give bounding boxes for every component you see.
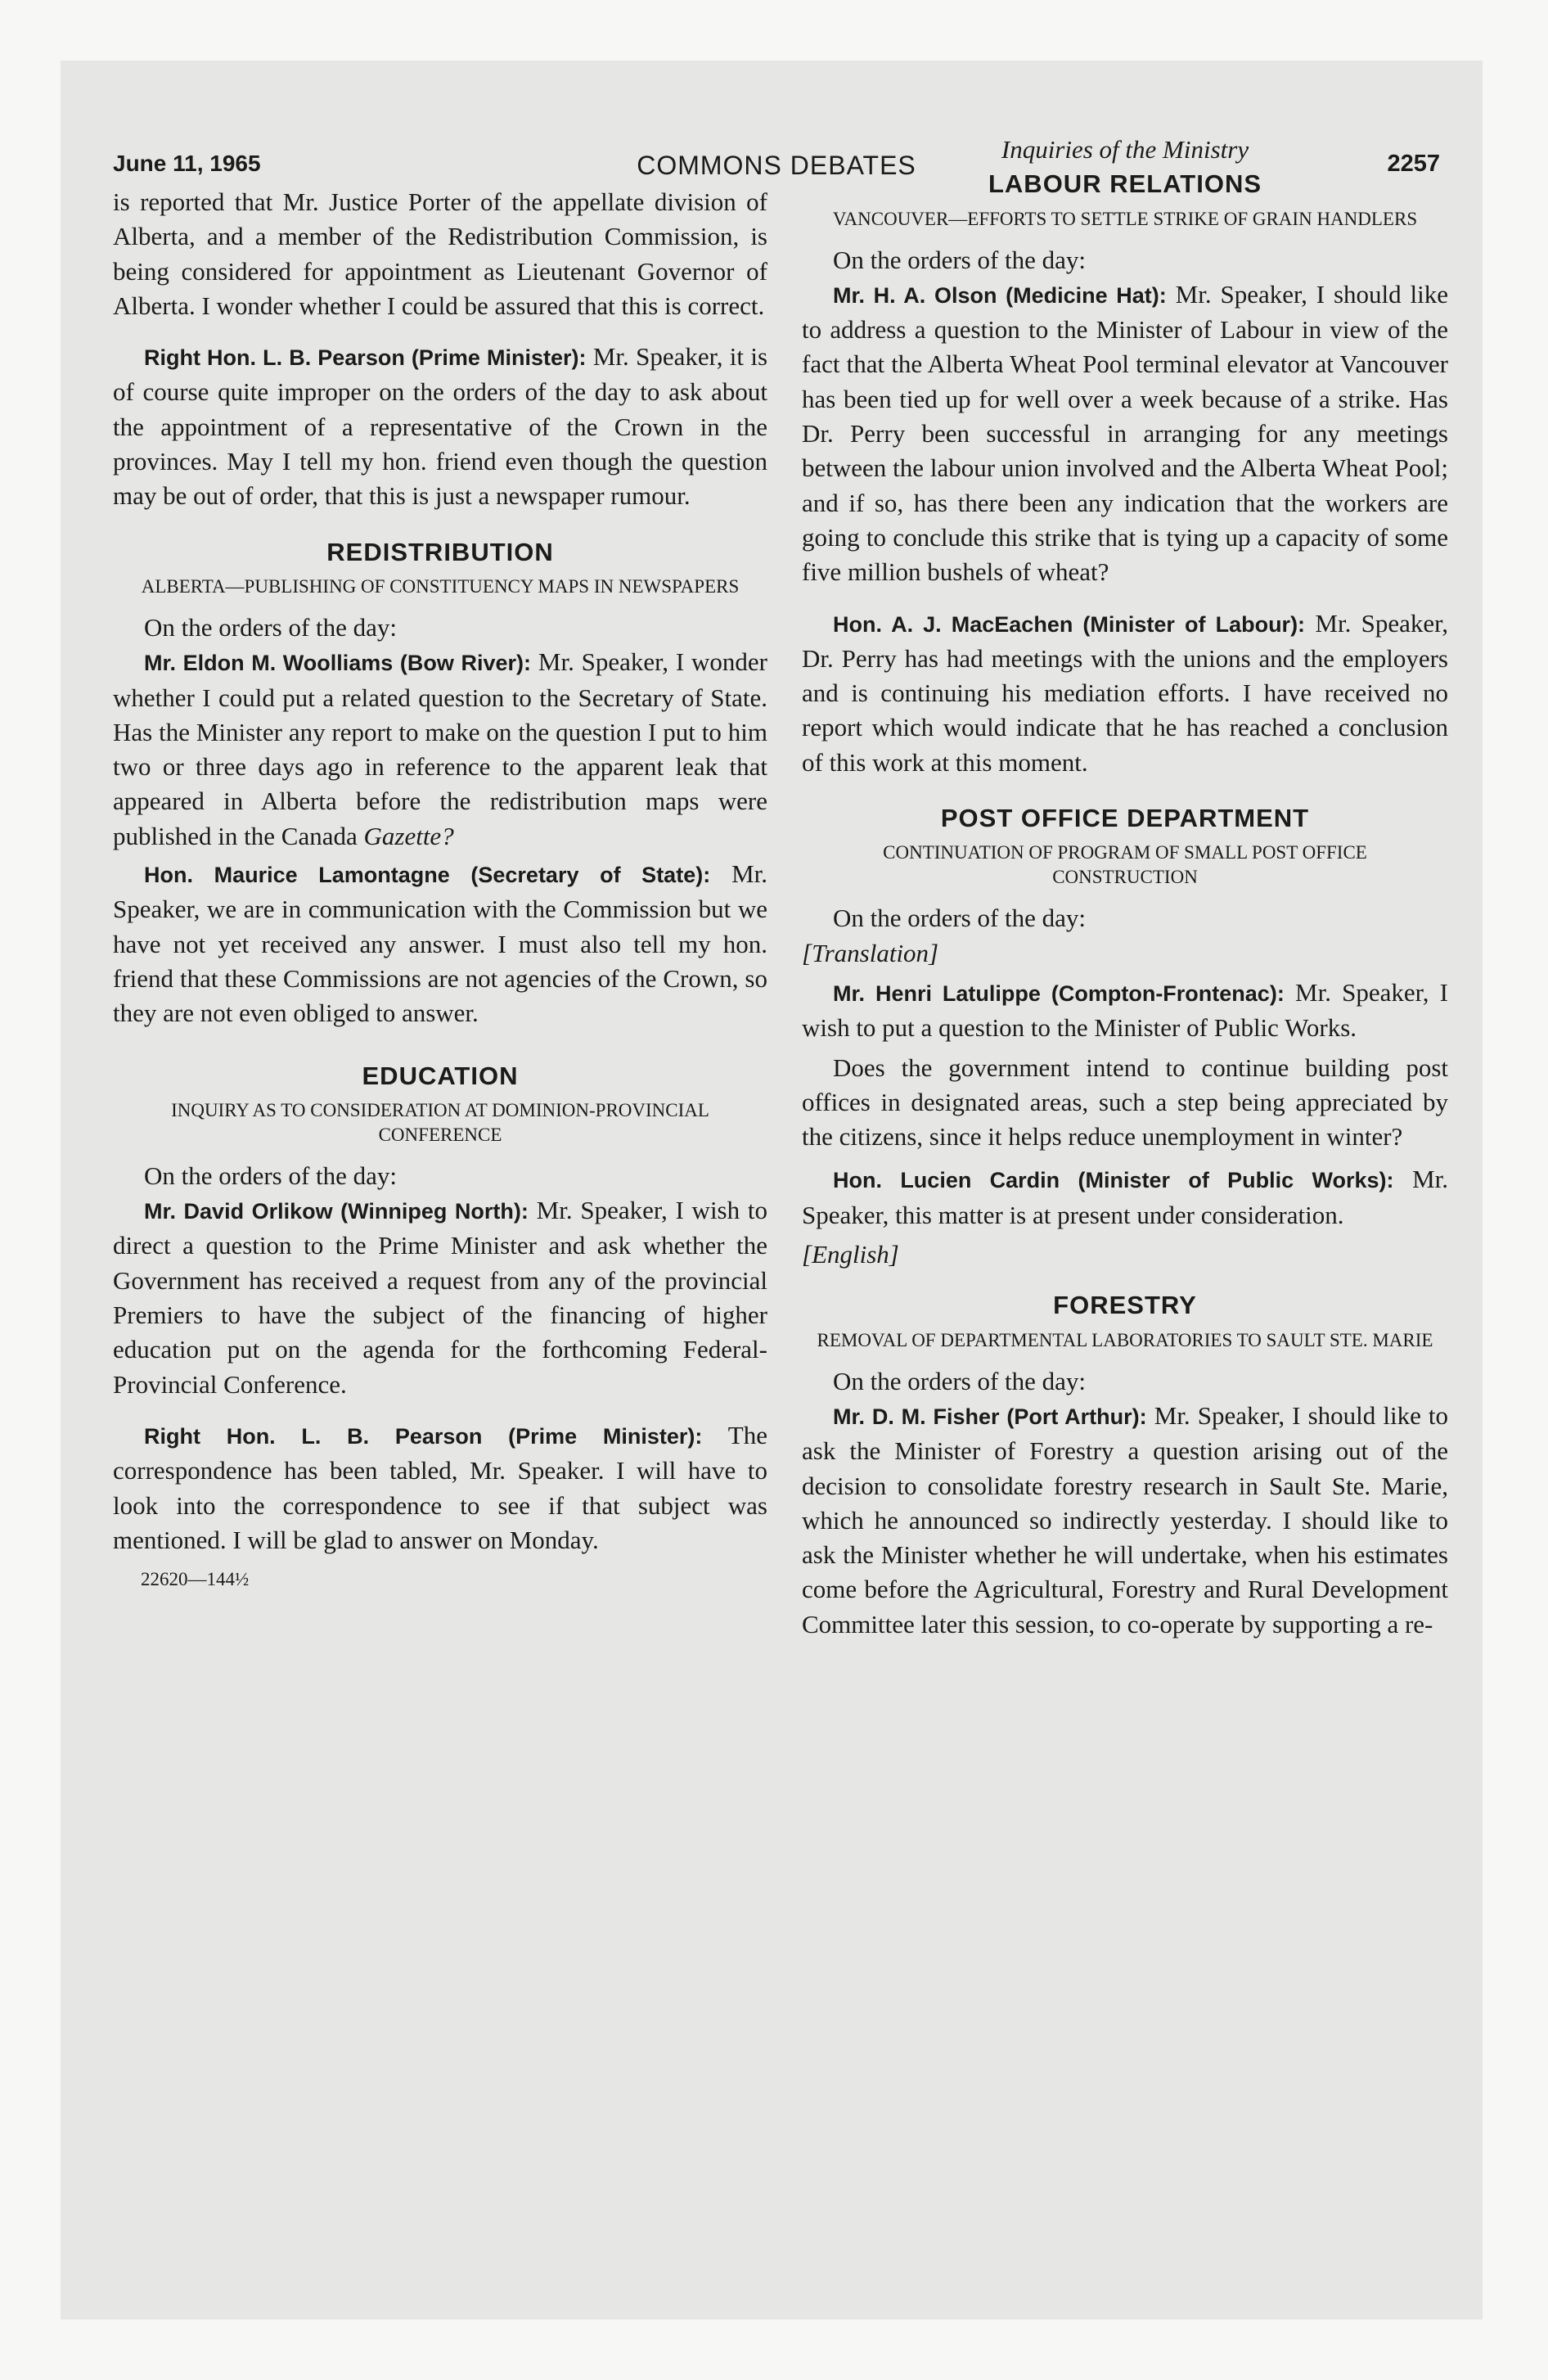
speech-text: Mr. Speaker, we are in communication with the Commission but we have not yet received any answer. I must also tell my hon. friend that these Commissions are not agencies of the Crown, so they are not even obliged to answer. <box>113 859 768 1028</box>
speech-text: Mr. Speaker, I should like to ask the Minister of Forestry a question arising out of the decision to consolidate forestry research in Sault Ste. Marie, which he announced so indirectly yesterday. I should like to ask the Minister whether he will undertake, when his estimates come before the Agricultural, Forestry and Rural Development Committee later this session, to co-operate by supporting a re- <box>802 1400 1449 1639</box>
header-date: June 11, 1965 <box>113 151 261 176</box>
speaker-name: Mr. David Orlikow (Winnipeg North): <box>144 1199 529 1224</box>
section-heading-education: EDUCATION <box>362 1061 519 1090</box>
speech-olson <box>802 277 1448 590</box>
intro-paragraph: is reported that Mr. Justice Porter of the appellate division of Alberta, and a member of the Redistribution Commission, is being considered for appointment as Lieutenant Governor of Alberta. I wonder whether I could be assured that this is correct. <box>113 187 767 320</box>
header-page-number: 2257 <box>1387 151 1440 177</box>
speech-latulippe <box>802 976 1448 1046</box>
speech-pearson-1 <box>113 340 767 513</box>
section-subheading: VANCOUVER—EFFORTS TO SETTLE STRIKE OF GRAIN HANDLERS <box>832 208 1418 229</box>
orders-of-day: On the orders of the day: <box>144 612 398 642</box>
footer-code: 22620—144½ <box>141 1569 250 1590</box>
english-note: [English] <box>802 1240 899 1269</box>
speech-text: Mr. Speaker, this matter is at present under consideration. <box>802 1165 1449 1229</box>
orders-of-day: On the orders of the day: <box>833 1366 1087 1395</box>
section-subheading: CONTINUATION OF PROGRAM OF SMALL POST OFFICE CONSTRUCTION <box>883 842 1367 888</box>
speech-text: Mr. Speaker, I wish to put a question to the Minister of Public Works. <box>802 977 1449 1043</box>
speech-pearson-2 <box>113 1418 767 1557</box>
speech-text: Mr. Speaker, I wish to direct a question to the Prime Minister and ask whether the Government has received a request from any of the provincial Premiers to have the subject of the financing of higher education put on the agenda for the forthcoming Federal-Provincial Conference. <box>113 1196 768 1399</box>
section-heading-labour-relations: LABOUR RELATIONS <box>988 169 1262 199</box>
translation-note: [Translation] <box>802 938 939 967</box>
speech-italic-text: Gazette? <box>363 821 454 850</box>
speech-text: The correspondence has been tabled, Mr. Speaker. I will have to look into the correspondence to see if that subject was mentioned. I will be glad to answer on Monday. <box>113 1420 767 1554</box>
section-heading-forestry: FORESTRY <box>1053 1291 1197 1320</box>
section-heading-redistribution: REDISTRIBUTION <box>326 537 554 566</box>
speech-maceachen <box>802 606 1448 780</box>
speaker-name: Hon. Lucien Cardin (Minister of Public Works): <box>833 1168 1394 1193</box>
orders-of-day: On the orders of the day: <box>833 245 1087 274</box>
speech-text: Mr. Speaker, I should like to address a question to the Minister of Labour in view of the fact that the Alberta Wheat Pool terminal elevator at Vancouver has been tied up for well over a week because of a strike. Has Dr. Perry been successful in arranging for any meetings between the labour union involved and the Alberta Wheat Pool; and if so, has there been any indication that the workers are going to conclude this strike that is tying up a capacity of some five million bushels of wheat? <box>802 279 1449 587</box>
running-head: Inquiries of the Ministry <box>1001 135 1249 164</box>
speaker-name: Mr. Eldon M. Woolliams (Bow River): <box>144 651 532 676</box>
speaker-name: Mr. D. M. Fisher (Port Arthur): <box>833 1404 1147 1429</box>
speech-text: Mr. Speaker, Dr. Perry has had meetings with the unions and the employers and is continuing his mediation efforts. I have received no report which would indicate that he has reached a conclusion of this work at this moment. <box>802 608 1449 777</box>
speech-cardin <box>802 1162 1448 1233</box>
speech-text: Mr. Speaker, I wonder whether I could put a related question to the Secretary of State. Has the Minister any report to make on the question I put to him two or three days ago in reference to the apparent leak that appeared in Alberta before the redistribution maps were published in the Canada <box>113 647 768 850</box>
speech-latulippe-continued: Does the government intend to continue building post offices in designated areas, such a step being appreciated by the citizens, since it helps reduce unemployment in winter? <box>802 1053 1448 1152</box>
document-page <box>61 61 1483 2319</box>
speaker-name: Mr. Henri Latulippe (Compton-Frontenac): <box>833 980 1285 1006</box>
section-subheading: INQUIRY AS TO CONSIDERATION AT DOMINION-PROVINCIAL CONFERENCE <box>171 1099 709 1145</box>
section-subheading: REMOVAL OF DEPARTMENTAL LABORATORIES TO SAULT STE. MARIE <box>817 1329 1433 1350</box>
orders-of-day: On the orders of the day: <box>144 1161 398 1190</box>
right-column <box>802 133 1448 1642</box>
left-column <box>113 183 767 1597</box>
speaker-name: Right Hon. L. B. Pearson (Prime Minister): <box>144 1423 703 1449</box>
speaker-name: Hon. Maurice Lamontagne (Secretary of State): <box>144 863 711 888</box>
section-heading-post-office: POST OFFICE DEPARTMENT <box>940 804 1310 833</box>
header-title: COMMONS DEBATES <box>637 151 916 180</box>
speaker-name: Mr. H. A. Olson (Medicine Hat): <box>833 282 1167 308</box>
speaker-name: Right Hon. L. B. Pearson (Prime Minister): <box>144 345 587 371</box>
speech-text: Mr. Speaker, it is of course quite improper on the orders of the day to ask about the appointment of a representative of the Crown in the provinces. May I tell my hon. friend even though the question may be out of order, that this is just a newspaper rumour. <box>113 342 768 511</box>
section-subheading: ALBERTA—PUBLISHING OF CONSTITUENCY MAPS IN NEWSPAPERS <box>141 575 740 597</box>
speech-lamontagne <box>113 857 767 1030</box>
speaker-name: Hon. A. J. MacEachen (Minister of Labour): <box>833 611 1306 637</box>
speech-orlikow <box>113 1193 767 1402</box>
orders-of-day: On the orders of the day: <box>833 904 1087 933</box>
speech-fisher <box>802 1399 1448 1642</box>
speech-woolliams <box>113 645 767 854</box>
